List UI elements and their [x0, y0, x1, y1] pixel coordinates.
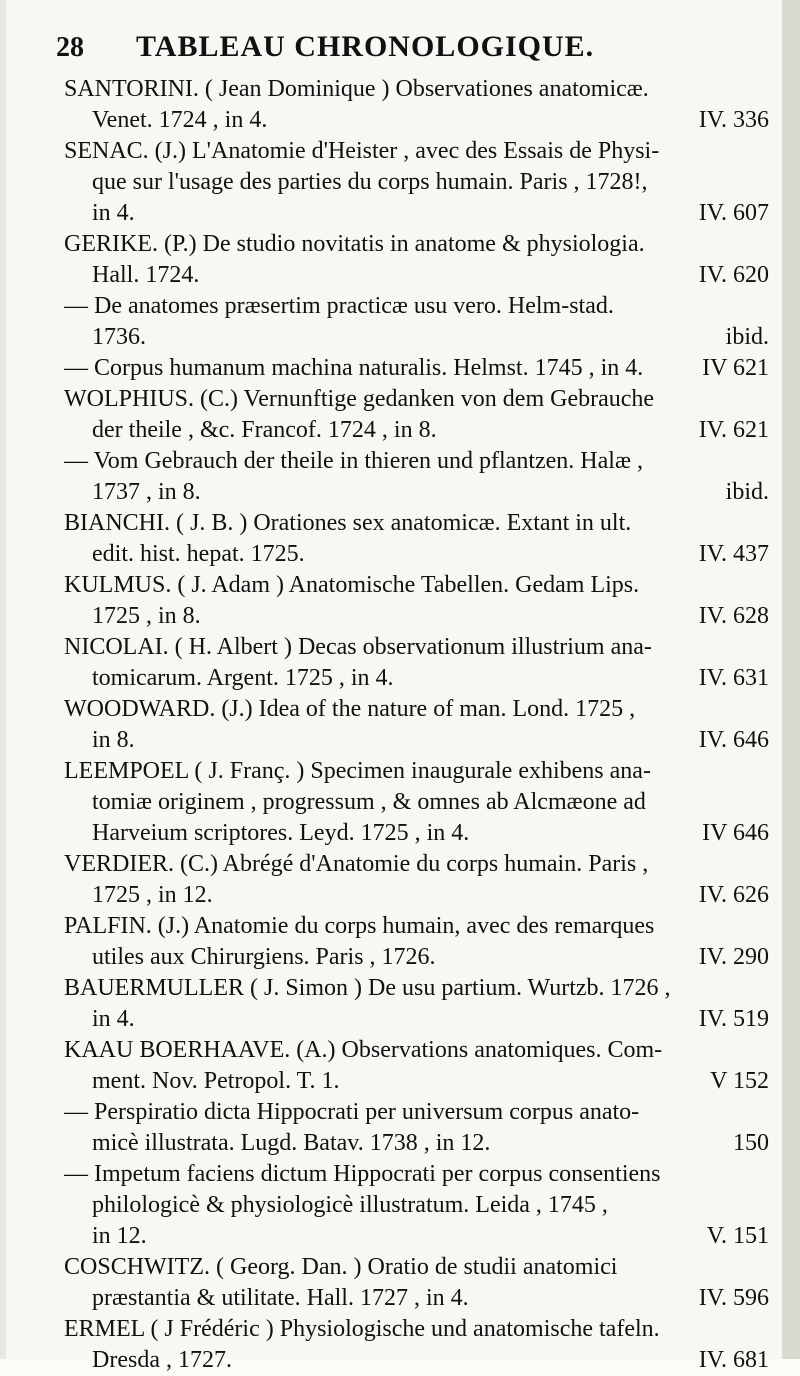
entry-text: LEEMPOEL ( J. Franç. ) Specimen inaugurale exhibens ana- [64, 758, 651, 784]
bibliography-entry [64, 632, 769, 694]
entry-text: 1725 , in 8. [92, 603, 201, 629]
entry-line [64, 322, 769, 353]
entry-text: NICOLAI. ( H. Albert ) Decas observationum illustrium ana- [64, 634, 652, 660]
entry-line [64, 1252, 769, 1283]
entry-line [64, 74, 769, 105]
entry-text: 1736. [92, 324, 146, 350]
entry-text: COSCHWITZ. ( Georg. Dan. ) Oratio de studii anatomici [64, 1254, 618, 1280]
entry-text: edit. hist. hepat. 1725. [92, 541, 305, 567]
entry-text: utiles aux Chirurgiens. Paris , 1726. [92, 944, 436, 970]
entry-text: WOODWARD. (J.) Idea of the nature of man. Lond. 1725 , [64, 696, 636, 722]
bibliography-entry [64, 136, 769, 229]
entry-text: 1737 , in 8. [92, 479, 201, 505]
volume-page-reference: 150 [733, 1130, 769, 1156]
entry-line [64, 632, 769, 663]
entry-line [64, 818, 769, 849]
entry-line [64, 787, 769, 818]
entry-text: que sur l'usage des parties du corps humain. Paris , 1728!, [92, 169, 648, 195]
entry-text: — Perspiratio dicta Hippocrati per universum corpus anato- [64, 1099, 640, 1125]
page-number: 28 [56, 32, 84, 63]
volume-page-reference: IV. 607 [698, 200, 769, 226]
volume-page-reference: IV. 621 [698, 417, 769, 443]
entry-text: BIANCHI. ( J. B. ) Orationes sex anatomicæ. Extant in ult. [64, 510, 632, 536]
entry-line [64, 260, 769, 291]
volume-page-reference: IV. 596 [698, 1285, 769, 1311]
entry-line [64, 1283, 769, 1314]
entry-text: in 8. [92, 727, 135, 753]
volume-page-reference: IV. 626 [698, 882, 769, 908]
entry-line [64, 1097, 769, 1128]
running-title: TABLEAU CHRONOLOGIQUE. [136, 30, 595, 63]
entry-text: in 12. [92, 1223, 147, 1249]
entry-text: præstantia & utilitate. Hall. 1727 , in 4. [92, 1285, 469, 1311]
volume-page-reference: IV. 336 [698, 107, 769, 133]
entry-text: Hall. 1724. [92, 262, 200, 288]
volume-page-reference: V 152 [710, 1068, 769, 1094]
entry-line [64, 1004, 769, 1035]
entry-line [64, 167, 769, 198]
entry-line [64, 880, 769, 911]
entry-line [64, 415, 769, 446]
entry-line [64, 694, 769, 725]
entry-line [64, 539, 769, 570]
entry-text: der theile , &c. Francof. 1724 , in 8. [92, 417, 437, 443]
entry-line [64, 508, 769, 539]
bibliography-entry [64, 849, 769, 911]
bibliography-entry [64, 756, 769, 849]
bibliography-entry [64, 1035, 769, 1097]
bibliography-entry [64, 229, 769, 291]
entry-line [64, 1345, 769, 1376]
entry-line [64, 198, 769, 229]
entry-line [64, 1159, 769, 1190]
entry-text: WOLPHIUS. (C.) Vernunftige gedanken von dem Gebrauche [64, 386, 655, 412]
entry-line [64, 1128, 769, 1159]
volume-page-reference: IV. 646 [698, 727, 769, 753]
entry-line [64, 911, 769, 942]
entry-line [64, 601, 769, 632]
volume-page-reference: IV. 628 [698, 603, 769, 629]
entry-text: — De anatomes præsertim practicæ usu vero. Helm-stad. [64, 293, 614, 319]
entry-text: in 4. [92, 1006, 135, 1032]
entry-line [64, 1314, 769, 1345]
entry-text: KAAU BOERHAAVE. (A.) Observations anatomiques. Com- [64, 1037, 663, 1063]
bibliography-entry [64, 508, 769, 570]
entry-text: SANTORINI. ( Jean Dominique ) Observationes anatomicæ. [64, 76, 649, 102]
volume-page-reference: IV. 631 [698, 665, 769, 691]
entry-line [64, 756, 769, 787]
entry-line [64, 1221, 769, 1252]
entry-text: 1725 , in 12. [92, 882, 213, 908]
entry-text: micè illustrata. Lugd. Batav. 1738 , in 12. [92, 1130, 491, 1156]
entry-text: tomiæ originem , progressum , & omnes ab Alcmæone ad [92, 789, 646, 815]
page-header [56, 30, 776, 64]
entry-line [64, 1035, 769, 1066]
entries-list [64, 74, 769, 1376]
bibliography-entry [64, 384, 769, 446]
entry-line [64, 353, 769, 384]
entry-line [64, 384, 769, 415]
bibliography-entry [64, 1314, 769, 1376]
bibliography-entry [64, 1159, 769, 1252]
bibliography-entry [64, 446, 769, 508]
entry-line [64, 291, 769, 322]
volume-page-reference: ibid. [725, 324, 769, 350]
entry-line [64, 477, 769, 508]
bibliography-entry [64, 74, 769, 136]
entry-text: Dresda , 1727. [92, 1347, 232, 1373]
entry-text: VERDIER. (C.) Abrégé d'Anatomie du corps humain. Paris , [64, 851, 649, 877]
entry-line [64, 446, 769, 477]
volume-page-reference: IV. 437 [698, 541, 769, 567]
volume-page-reference: IV. 290 [698, 944, 769, 970]
entry-text: Venet. 1724 , in 4. [92, 107, 268, 133]
bibliography-entry [64, 1252, 769, 1314]
bibliography-entry [64, 911, 769, 973]
bibliography-entry [64, 694, 769, 756]
entry-text: ment. Nov. Petropol. T. 1. [92, 1068, 340, 1094]
bibliography-entry [64, 570, 769, 632]
entry-text: — Corpus humanum machina naturalis. Helmst. 1745 , in 4. [64, 355, 644, 381]
entry-line [64, 1066, 769, 1097]
entry-line [64, 105, 769, 136]
bibliography-entry [64, 353, 769, 384]
entry-line [64, 1190, 769, 1221]
entry-text: PALFIN. (J.) Anatomie du corps humain, avec des remarques [64, 913, 655, 939]
entry-line [64, 725, 769, 756]
volume-page-reference: IV. 681 [698, 1347, 769, 1373]
entry-text: GERIKE. (P.) De studio novitatis in anatome & physiologia. [64, 231, 645, 257]
entry-line [64, 942, 769, 973]
volume-page-reference: ibid. [725, 479, 769, 505]
entry-text: tomicarum. Argent. 1725 , in 4. [92, 665, 394, 691]
entry-text: — Impetum faciens dictum Hippocrati per corpus consentiens [64, 1161, 661, 1187]
volume-page-reference: IV 646 [702, 820, 769, 846]
bibliography-entry [64, 1097, 769, 1159]
entry-text: philologicè & physiologicè illustratum. Leida , 1745 , [92, 1192, 608, 1218]
entry-line [64, 136, 769, 167]
bibliography-entry [64, 291, 769, 353]
bibliography-entry [64, 973, 769, 1035]
entry-text: SENAC. (J.) L'Anatomie d'Heister , avec des Essais de Physi- [64, 138, 660, 164]
entry-line [64, 973, 769, 1004]
entry-line [64, 663, 769, 694]
entry-text: in 4. [92, 200, 135, 226]
entry-line [64, 229, 769, 260]
entry-line [64, 570, 769, 601]
entry-text: Harveium scriptores. Leyd. 1725 , in 4. [92, 820, 470, 846]
entry-text: KULMUS. ( J. Adam ) Anatomische Tabellen. Gedam Lips. [64, 572, 640, 598]
volume-page-reference: IV 621 [702, 355, 769, 381]
entry-line [64, 849, 769, 880]
volume-page-reference: IV. 620 [698, 262, 769, 288]
entry-text: BAUERMULLER ( J. Simon ) De usu partium. Wurtzb. 1726 , [64, 975, 671, 1001]
entry-text: ERMEL ( J Frédéric ) Physiologische und anatomische tafeln. [64, 1316, 660, 1342]
volume-page-reference: V. 151 [706, 1223, 769, 1249]
volume-page-reference: IV. 519 [698, 1006, 769, 1032]
entry-text: — Vom Gebrauch der theile in thieren und pflantzen. Halæ , [64, 448, 643, 474]
